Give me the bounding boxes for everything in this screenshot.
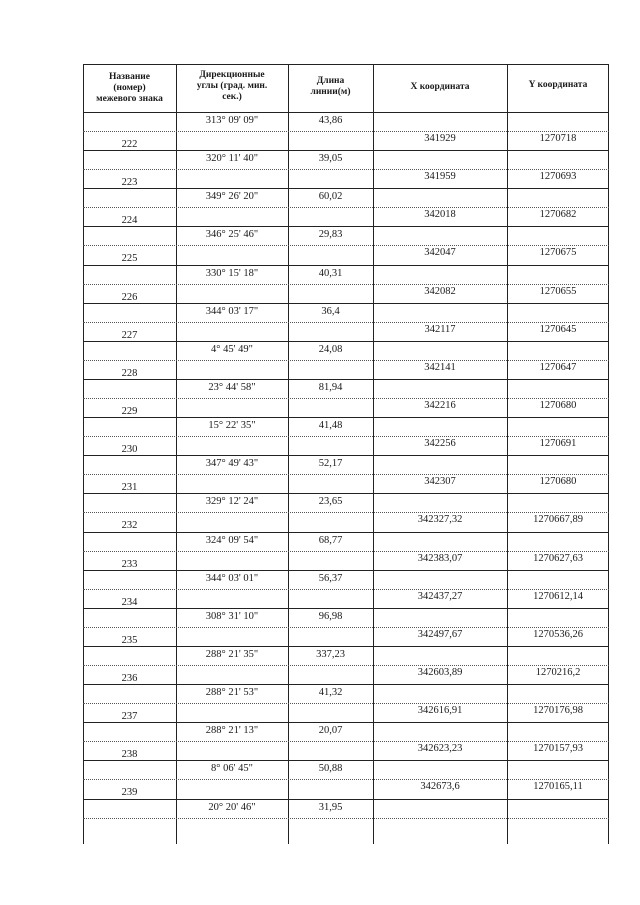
point-y: 1270693 bbox=[539, 171, 577, 182]
row-rule bbox=[83, 512, 609, 513]
point-x: 342117 bbox=[424, 324, 456, 335]
header-name-line-1: Название bbox=[108, 72, 150, 82]
point-y: 1270536,26 bbox=[533, 629, 583, 640]
segment-length: 337,23 bbox=[316, 649, 345, 660]
segment-length: 36,4 bbox=[321, 306, 340, 317]
point-x: 342256 bbox=[424, 438, 456, 449]
segment-angle: 308° 31' 10" bbox=[205, 611, 259, 622]
point-y: 1270682 bbox=[539, 209, 577, 220]
point-name: 235 bbox=[121, 635, 138, 646]
segment-angle: 20° 20' 46" bbox=[208, 802, 256, 813]
point-name: 232 bbox=[121, 520, 138, 531]
row-rule bbox=[83, 799, 609, 800]
segment-length: 29,83 bbox=[318, 229, 343, 240]
point-name: 229 bbox=[121, 406, 138, 417]
segment-angle: 324° 09' 54" bbox=[205, 535, 259, 546]
point-name: 231 bbox=[121, 482, 138, 493]
segment-length: 23,65 bbox=[318, 496, 343, 507]
segment-angle: 346° 25' 46" bbox=[205, 229, 259, 240]
point-name: 227 bbox=[121, 330, 138, 341]
segment-length: 43,86 bbox=[318, 115, 343, 126]
point-y: 1270645 bbox=[539, 324, 577, 335]
row-rule bbox=[83, 360, 609, 361]
point-x: 342383,07 bbox=[417, 553, 463, 564]
row-rule bbox=[83, 436, 609, 437]
header-angle-line-2: углы (град. мин. bbox=[196, 81, 268, 91]
header-angle-line-3: сек.) bbox=[222, 92, 242, 102]
point-name: 224 bbox=[121, 215, 138, 226]
header-length-line-2: линии(м) bbox=[310, 87, 351, 97]
segment-angle: 4° 45' 49" bbox=[211, 344, 253, 355]
row-rule bbox=[83, 818, 609, 819]
point-x: 342327,32 bbox=[417, 514, 463, 525]
header-name-line-2: (номер) bbox=[113, 83, 146, 93]
segment-length: 41,32 bbox=[318, 687, 343, 698]
row-rule bbox=[83, 532, 609, 533]
point-name: 228 bbox=[121, 368, 138, 379]
segment-length: 24,08 bbox=[318, 344, 343, 355]
point-x: 342307 bbox=[424, 476, 456, 487]
point-y: 1270718 bbox=[539, 133, 577, 144]
row-rule bbox=[83, 398, 609, 399]
point-x: 341929 bbox=[424, 133, 456, 144]
point-name: 233 bbox=[121, 559, 138, 570]
row-rule bbox=[83, 589, 609, 590]
segment-angle: 15° 22' 35" bbox=[208, 420, 256, 431]
row-rule bbox=[83, 265, 609, 266]
point-name: 230 bbox=[121, 444, 138, 455]
row-rule bbox=[83, 112, 609, 113]
row-rule bbox=[83, 779, 609, 780]
point-x: 342616,91 bbox=[417, 705, 463, 716]
row-rule bbox=[83, 64, 609, 65]
row-rule bbox=[83, 207, 609, 208]
segment-angle: 344° 03' 01" bbox=[205, 573, 259, 584]
point-name: 223 bbox=[121, 177, 138, 188]
segment-angle: 8° 06' 45" bbox=[211, 763, 253, 774]
point-name: 237 bbox=[121, 711, 138, 722]
header-length bbox=[288, 76, 373, 98]
point-x: 342603,89 bbox=[417, 667, 463, 678]
header-name-line-3: межевого знака bbox=[96, 94, 163, 104]
segment-length: 41,48 bbox=[318, 420, 343, 431]
point-name: 226 bbox=[121, 292, 138, 303]
coordinates-table bbox=[83, 64, 609, 844]
header-x-text: X координата bbox=[410, 82, 470, 92]
point-y: 1270612,14 bbox=[533, 591, 583, 602]
point-x: 342673,6 bbox=[420, 781, 460, 792]
segment-angle: 347° 49' 43" bbox=[205, 458, 259, 469]
point-x: 342437,27 bbox=[417, 591, 463, 602]
header-length-line-1: Длина bbox=[316, 76, 345, 86]
segment-angle: 329° 12' 24" bbox=[205, 496, 259, 507]
header-name bbox=[83, 72, 176, 105]
segment-angle: 288° 21' 13" bbox=[205, 725, 259, 736]
point-y: 1270647 bbox=[539, 362, 577, 373]
point-name: 238 bbox=[121, 749, 138, 760]
point-y: 1270216,2 bbox=[535, 667, 581, 678]
row-rule bbox=[83, 322, 609, 323]
row-rule bbox=[83, 169, 609, 170]
header-y-text: Y координата bbox=[528, 80, 588, 90]
row-rule bbox=[83, 551, 609, 552]
segment-angle: 23° 44' 58" bbox=[208, 382, 256, 393]
row-rule bbox=[83, 284, 609, 285]
point-name: 239 bbox=[121, 787, 138, 798]
point-name: 236 bbox=[121, 673, 138, 684]
point-x: 341959 bbox=[424, 171, 456, 182]
point-x: 342018 bbox=[424, 209, 456, 220]
header-angle bbox=[176, 70, 288, 103]
point-x: 342497,67 bbox=[417, 629, 463, 640]
segment-angle: 330° 15' 18" bbox=[205, 268, 259, 279]
point-x: 342623,23 bbox=[417, 743, 463, 754]
segment-angle: 349° 26' 20" bbox=[205, 191, 259, 202]
row-rule bbox=[83, 131, 609, 132]
row-rule bbox=[83, 703, 609, 704]
point-x: 342047 bbox=[424, 247, 456, 258]
segment-angle: 320° 11' 40" bbox=[206, 153, 258, 164]
point-y: 1270165,11 bbox=[533, 781, 583, 792]
segment-length: 20,07 bbox=[318, 725, 343, 736]
point-y: 1270691 bbox=[539, 438, 577, 449]
row-rule bbox=[83, 665, 609, 666]
row-rule bbox=[83, 627, 609, 628]
segment-length: 31,95 bbox=[318, 802, 343, 813]
point-x: 342216 bbox=[424, 400, 456, 411]
segment-length: 56,37 bbox=[318, 573, 343, 584]
point-y: 1270157,93 bbox=[533, 743, 583, 754]
header-y bbox=[507, 80, 609, 91]
point-y: 1270680 bbox=[539, 476, 577, 487]
point-name: 225 bbox=[121, 253, 138, 264]
row-rule bbox=[83, 245, 609, 246]
point-y: 1270655 bbox=[539, 286, 577, 297]
header-x bbox=[373, 82, 507, 93]
segment-length: 52,17 bbox=[318, 458, 343, 469]
header-angle-line-1: Дирекционные bbox=[199, 70, 265, 80]
row-rule bbox=[83, 474, 609, 475]
point-x: 342082 bbox=[424, 286, 456, 297]
segment-length: 68,77 bbox=[318, 535, 343, 546]
segment-angle: 288° 21' 35" bbox=[205, 649, 259, 660]
segment-length: 40,31 bbox=[318, 268, 343, 279]
point-y: 1270667,89 bbox=[533, 514, 583, 525]
point-x: 342141 bbox=[424, 362, 456, 373]
point-y: 1270680 bbox=[539, 400, 577, 411]
point-y: 1270176,98 bbox=[533, 705, 583, 716]
point-y: 1270627,63 bbox=[533, 553, 583, 564]
segment-length: 39,05 bbox=[318, 153, 343, 164]
point-name: 234 bbox=[121, 597, 138, 608]
point-name: 222 bbox=[121, 139, 138, 150]
segment-length: 96,98 bbox=[318, 611, 343, 622]
segment-angle: 288° 21' 53" bbox=[205, 687, 259, 698]
segment-length: 81,94 bbox=[318, 382, 343, 393]
segment-angle: 313° 09' 09" bbox=[205, 115, 259, 126]
segment-angle: 344° 03' 17" bbox=[205, 306, 259, 317]
segment-length: 60,02 bbox=[318, 191, 343, 202]
row-rule bbox=[83, 741, 609, 742]
point-y: 1270675 bbox=[539, 247, 577, 258]
segment-length: 50,88 bbox=[318, 763, 343, 774]
